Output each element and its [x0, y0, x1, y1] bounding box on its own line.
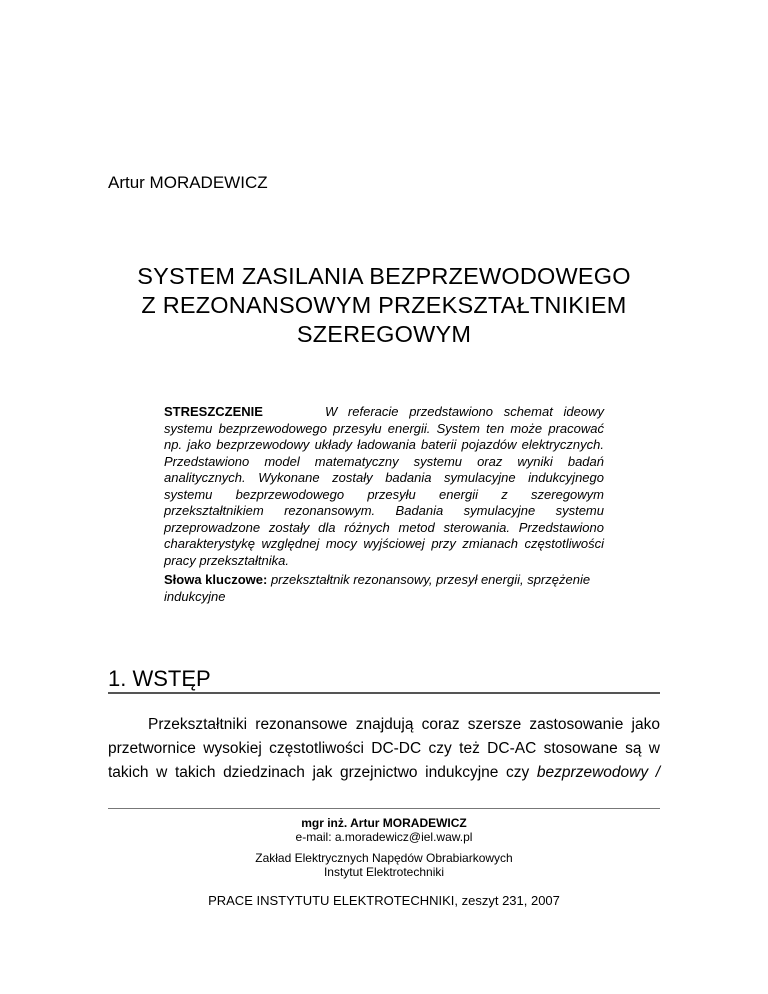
- author-name: Artur MORADEWICZ: [108, 173, 268, 192]
- footnote-institute: Instytut Elektrotechniki: [323, 865, 445, 879]
- keywords: [164, 572, 604, 605]
- abstract-label: STRESZCZENIE: [164, 404, 263, 419]
- section-rule: [108, 692, 660, 694]
- footnote-series: PRACE INSTYTUTU ELEKTROTECHNIKI, zeszyt 231, 2007: [208, 893, 560, 908]
- keywords-label: Słowa kluczowe:: [164, 572, 268, 587]
- title-line-2: Z REZONANSOWYM PRZEKSZTAŁTNIKIEM: [141, 292, 627, 318]
- keywords-text: przekształtnik rezonansowy, przesył energii, sprzężenie indukcyjne: [164, 572, 591, 604]
- intro-italic-end: bezprzewodowy /: [536, 764, 660, 781]
- footnote-email: e-mail: a.moradewicz@iel.waw.pl: [295, 830, 473, 844]
- intro-text: Przekształtniki rezonansowe znajdują coraz szersze zastosowanie jako przetwornice wysokiej częstotliwości DC-DC czy też DC-AC stosowane są w takich w takich dziedzinach jak grzejnictwo indukcyjne czy: [108, 716, 660, 781]
- abstract: [164, 404, 604, 569]
- paper-title: [100, 262, 668, 349]
- title-line-3: SZEREGOWYM: [296, 321, 472, 347]
- title-line-1: SYSTEM ZASILANIA BEZPRZEWODOWEGO: [137, 263, 631, 289]
- footnote-rule: [108, 808, 660, 809]
- section-heading: 1. WSTĘP: [108, 666, 211, 691]
- intro-paragraph: [108, 713, 660, 785]
- abstract-text: W referacie przedstawiono schemat ideowy systemu bezprzewodowego przesyłu energii. System ten może pracować np. jako bezprzewodowy układy ładowania baterii pojazdów elektrycznych. Przedstawiono model matematyczny systemu oraz wyniki badań analitycznych. Wykonane zostały badania symulacyjne indukcyjnego systemu bezprzewodowego przesyłu energii z szeregowym przekształtnikiem rezonansowym. Badania symulacyjne systemu przeprowadzone zostały dla różnych metod sterowania. Przedstawiono charakterystykę względnej mocy wyjściowej przy zmianach częstotliwości pracy przekształtnika.: [164, 404, 604, 568]
- footnote-author: mgr inż. Artur MORADEWICZ: [301, 816, 467, 830]
- footnote-department: Zakład Elektrycznych Napędów Obrabiarkowych: [255, 851, 513, 865]
